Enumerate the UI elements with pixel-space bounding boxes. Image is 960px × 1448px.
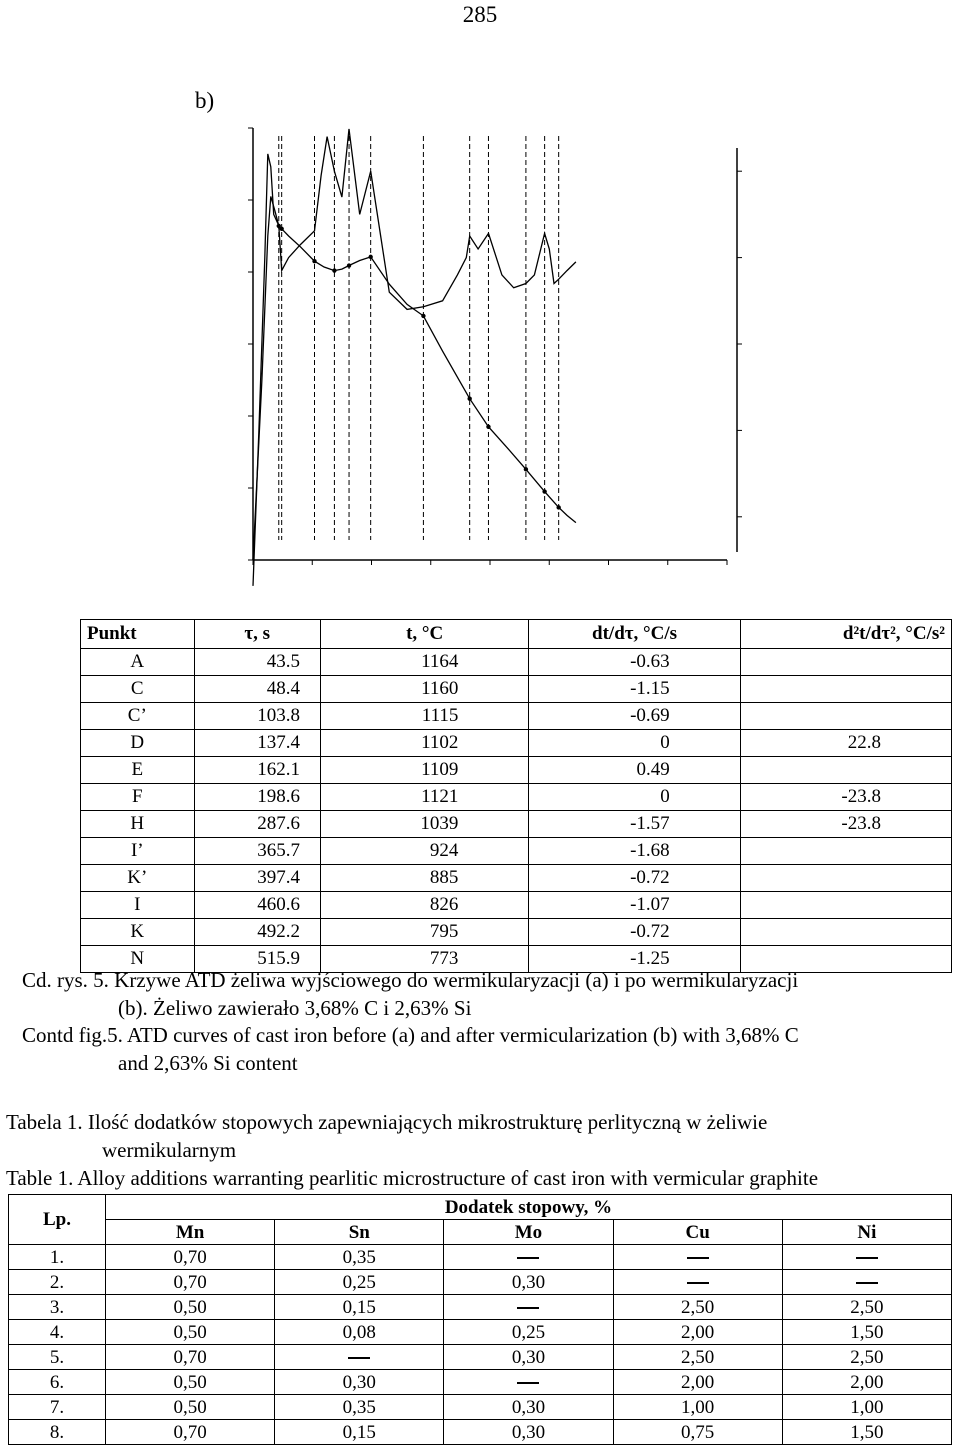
sn-cell: 0,15	[275, 1420, 444, 1445]
data-point	[556, 505, 560, 509]
mo-cell: 0,30	[444, 1345, 613, 1370]
dash-mark	[856, 1257, 878, 1259]
data-point	[524, 467, 528, 471]
col-header-cu: Cu	[613, 1220, 782, 1245]
point-name-cell: A	[81, 649, 195, 676]
d2t-value-cell	[740, 919, 951, 946]
t-value-cell: 1102	[320, 730, 528, 757]
dt-value-cell: -1.07	[529, 892, 740, 919]
d2t-value-cell: 22.8	[740, 730, 951, 757]
tau-value-cell: 287.6	[194, 811, 320, 838]
page-number: 285	[462, 2, 498, 27]
data-point	[332, 268, 336, 272]
dash-mark	[687, 1282, 709, 1284]
figure-caption-en	[22, 1021, 799, 1077]
sn-cell: 0,30	[275, 1370, 444, 1395]
ni-cell	[782, 1270, 951, 1295]
point-name-cell: C	[81, 676, 195, 703]
lp-cell: 6.	[9, 1370, 106, 1395]
lp-cell: 1.	[9, 1245, 106, 1270]
tau-value-cell: 460.6	[194, 892, 320, 919]
dash-mark	[348, 1357, 370, 1359]
cu-cell: 2,50	[613, 1345, 782, 1370]
t-value-cell: 885	[320, 865, 528, 892]
table-row	[9, 1395, 952, 1420]
d2t-value-cell	[740, 865, 951, 892]
d2t-value-cell	[740, 892, 951, 919]
mo-cell: 0,25	[444, 1320, 613, 1345]
mo-cell: 0,30	[444, 1420, 613, 1445]
sn-cell: 0,08	[275, 1320, 444, 1345]
tau-value-cell: 43.5	[194, 649, 320, 676]
tau-value-cell: 492.2	[194, 919, 320, 946]
col-header-t: t, °C	[320, 620, 528, 649]
point-name-cell: N	[81, 946, 195, 973]
t-value-cell: 1109	[320, 757, 528, 784]
point-name-cell: H	[81, 811, 195, 838]
lp-cell: 4.	[9, 1320, 106, 1345]
dash-mark	[687, 1257, 709, 1259]
d2t-value-cell	[740, 703, 951, 730]
tau-value-cell: 103.8	[194, 703, 320, 730]
data-point	[279, 227, 283, 231]
tau-value-cell: 137.4	[194, 730, 320, 757]
col-header-dt: dt/dτ, °C/s	[529, 620, 740, 649]
mn-cell: 0,50	[106, 1320, 275, 1345]
table-row	[81, 784, 952, 811]
table1-title-pl-line1: Tabela 1. Ilość dodatków stopowych zapewniających mikrostrukturę perlityczną w żeliwie	[6, 1110, 768, 1134]
sn-cell	[275, 1345, 444, 1370]
t-value-cell: 924	[320, 838, 528, 865]
table-row	[81, 730, 952, 757]
ni-cell: 1,50	[782, 1320, 951, 1345]
dt-value-cell: -1.15	[529, 676, 740, 703]
table-row	[9, 1270, 952, 1295]
cu-cell: 0,75	[613, 1420, 782, 1445]
table-row	[9, 1370, 952, 1395]
dt-value-cell: 0	[529, 784, 740, 811]
mo-cell	[444, 1295, 613, 1320]
point-name-cell: K’	[81, 865, 195, 892]
col-header-lp: Lp.	[9, 1195, 106, 1245]
mn-cell: 0,70	[106, 1420, 275, 1445]
dash-mark	[856, 1282, 878, 1284]
d2t-value-cell	[740, 676, 951, 703]
atd-chart	[160, 112, 820, 612]
col-header-tau: τ, s	[194, 620, 320, 649]
dt-value-cell: -1.25	[529, 946, 740, 973]
mo-cell: 0,30	[444, 1270, 613, 1295]
alloy-table-element-row	[9, 1220, 952, 1245]
cu-cell: 2,00	[613, 1320, 782, 1345]
dt-value-cell: -1.57	[529, 811, 740, 838]
dt-value-cell: -1.68	[529, 838, 740, 865]
cu-cell: 2,00	[613, 1370, 782, 1395]
alloy-table	[8, 1194, 952, 1445]
mn-cell: 0,50	[106, 1295, 275, 1320]
cu-cell	[613, 1270, 782, 1295]
alloy-table-group-row	[9, 1195, 952, 1220]
d2t-value-cell	[740, 838, 951, 865]
data-point	[467, 397, 471, 401]
point-name-cell: I	[81, 892, 195, 919]
t-value-cell: 826	[320, 892, 528, 919]
ni-cell: 1,00	[782, 1395, 951, 1420]
lp-cell: 5.	[9, 1345, 106, 1370]
col-header-d2t: d²t/dτ², °C/s²	[740, 620, 951, 649]
table1-title-pl-line2: wermikularnym	[102, 1138, 237, 1162]
tau-value-cell: 162.1	[194, 757, 320, 784]
point-name-cell: E	[81, 757, 195, 784]
col-header-mo: Mo	[444, 1220, 613, 1245]
tau-value-cell: 365.7	[194, 838, 320, 865]
col-header-sn: Sn	[275, 1220, 444, 1245]
mn-cell: 0,70	[106, 1345, 275, 1370]
sn-cell: 0,35	[275, 1395, 444, 1420]
figure-caption-pl	[22, 966, 798, 1022]
t-value-cell: 1164	[320, 649, 528, 676]
d2t-value-cell: -23.8	[740, 811, 951, 838]
table-row	[9, 1345, 952, 1370]
ni-cell	[782, 1245, 951, 1270]
data-point	[542, 489, 546, 493]
ni-cell: 2,50	[782, 1295, 951, 1320]
table-row	[9, 1245, 952, 1270]
table-row	[9, 1320, 952, 1345]
point-name-cell: F	[81, 784, 195, 811]
points-table	[80, 619, 952, 973]
d2t-value-cell	[740, 757, 951, 784]
table-row	[81, 892, 952, 919]
col-header-ni: Ni	[782, 1220, 951, 1245]
caption-en-line1: Contd fig.5. ATD curves of cast iron before (a) and after vermicularization (b) with 3,68% C	[22, 1023, 799, 1047]
cu-cell: 2,50	[613, 1295, 782, 1320]
lp-cell: 7.	[9, 1395, 106, 1420]
mn-cell: 0,70	[106, 1245, 275, 1270]
table-row	[81, 703, 952, 730]
caption-pl-line2: (b). Żeliwo zawierało 3,68% C i 2,63% Si	[118, 996, 472, 1020]
table-row	[9, 1420, 952, 1445]
table-row	[81, 649, 952, 676]
ni-cell: 2,00	[782, 1370, 951, 1395]
table-row	[81, 757, 952, 784]
table-row	[81, 811, 952, 838]
t-value-cell: 1039	[320, 811, 528, 838]
tau-value-cell: 48.4	[194, 676, 320, 703]
dash-mark	[517, 1382, 539, 1384]
dt-value-cell: -0.63	[529, 649, 740, 676]
dash-mark	[517, 1307, 539, 1309]
tau-value-cell: 198.6	[194, 784, 320, 811]
table-row	[81, 919, 952, 946]
t-value-cell: 1160	[320, 676, 528, 703]
mn-cell: 0,50	[106, 1395, 275, 1420]
table-row	[9, 1295, 952, 1320]
t-value-cell: 795	[320, 919, 528, 946]
data-point	[486, 425, 490, 429]
mo-cell	[444, 1245, 613, 1270]
cu-cell: 1,00	[613, 1395, 782, 1420]
point-name-cell: K	[81, 919, 195, 946]
caption-pl-line1: Cd. rys. 5. Krzywe ATD żeliwa wyjściowego do wermikularyzacji (a) i po wermikularyzacji	[22, 968, 799, 992]
data-point	[421, 314, 425, 318]
data-point	[347, 263, 351, 267]
dt-value-cell: -0.69	[529, 703, 740, 730]
data-point	[312, 259, 316, 263]
mn-cell: 0,70	[106, 1270, 275, 1295]
table-row	[81, 865, 952, 892]
dt-value-cell: -0.72	[529, 919, 740, 946]
temperature-curve	[253, 196, 576, 560]
sn-cell: 0,25	[275, 1270, 444, 1295]
dt-value-cell: 0	[529, 730, 740, 757]
t-value-cell: 1121	[320, 784, 528, 811]
d2t-value-cell	[740, 649, 951, 676]
mn-cell: 0,50	[106, 1370, 275, 1395]
ni-cell: 2,50	[782, 1345, 951, 1370]
tau-value-cell: 515.9	[194, 946, 320, 973]
cu-cell	[613, 1245, 782, 1270]
point-name-cell: I’	[81, 838, 195, 865]
points-table-header-row	[81, 620, 952, 649]
dt-value-cell: 0.49	[529, 757, 740, 784]
derivative-curve	[253, 129, 576, 586]
d2t-value-cell: -23.8	[740, 784, 951, 811]
lp-cell: 8.	[9, 1420, 106, 1445]
ni-cell: 1,50	[782, 1420, 951, 1445]
table-row	[81, 676, 952, 703]
sn-cell: 0,35	[275, 1245, 444, 1270]
col-header-punkt: Punkt	[81, 620, 195, 649]
table-row	[81, 838, 952, 865]
col-header-dodatek: Dodatek stopowy, %	[106, 1195, 952, 1220]
t-value-cell: 773	[320, 946, 528, 973]
mo-cell: 0,30	[444, 1395, 613, 1420]
lp-cell: 3.	[9, 1295, 106, 1320]
tau-value-cell: 397.4	[194, 865, 320, 892]
panel-label: b)	[195, 88, 215, 113]
dt-value-cell: -0.72	[529, 865, 740, 892]
sn-cell: 0,15	[275, 1295, 444, 1320]
dash-mark	[517, 1257, 539, 1259]
mo-cell	[444, 1370, 613, 1395]
table1-title-en: Table 1. Alloy additions warranting pearlitic microstructure of cast iron with vermicular graphite	[6, 1166, 819, 1190]
table1-title-pl	[6, 1108, 767, 1164]
col-header-mn: Mn	[106, 1220, 275, 1245]
lp-cell: 2.	[9, 1270, 106, 1295]
caption-en-line2: and 2,63% Si content	[118, 1051, 298, 1075]
t-value-cell: 1115	[320, 703, 528, 730]
point-name-cell: C’	[81, 703, 195, 730]
data-point	[368, 255, 372, 259]
point-name-cell: D	[81, 730, 195, 757]
